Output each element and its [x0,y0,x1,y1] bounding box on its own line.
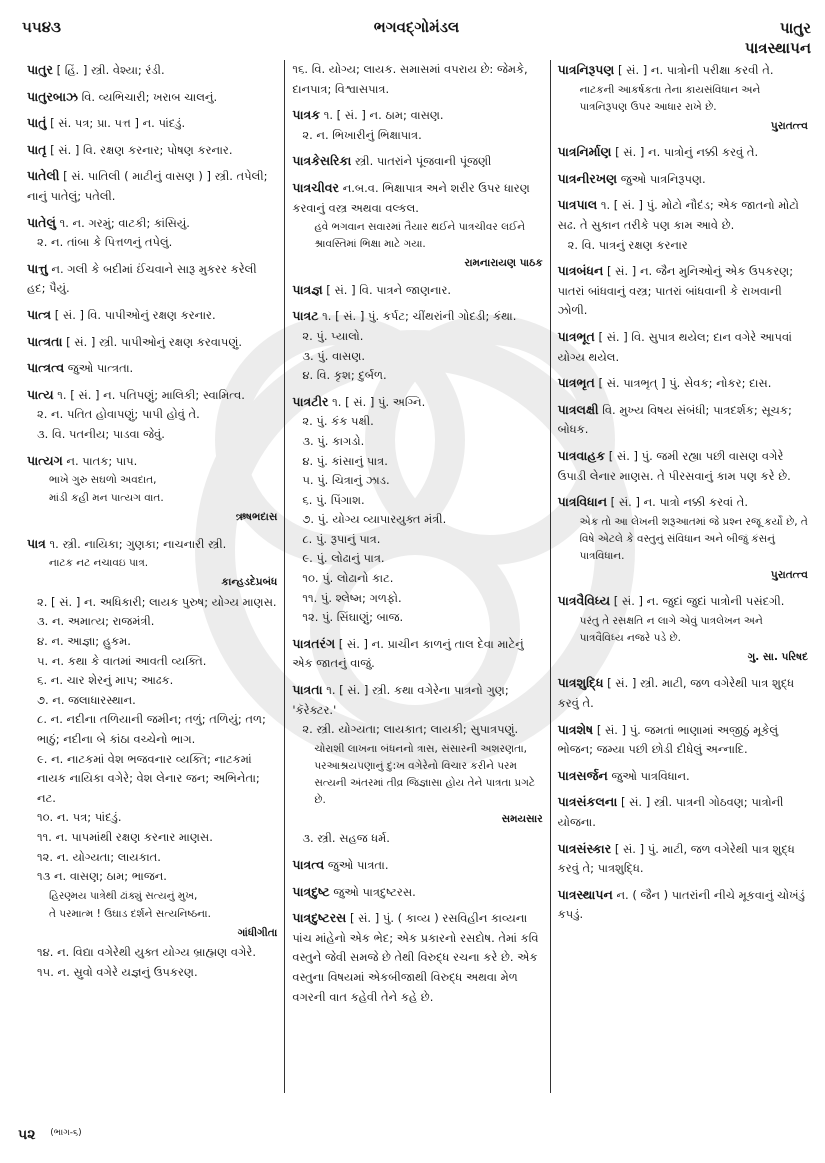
dictionary-entry [27,385,277,445]
sense-item: ૧૩ ન. વાસણ; ઠામ; ભાજન. [37,869,167,884]
definition: [ સં. ] ન. પ્રાચીન કાળનું તાલ દેવા માટેનું એક જાતનું વાજું. [292,636,524,671]
dictionary-entry [558,492,808,585]
headword: પાત્રટ [292,308,319,324]
dictionary-entry [558,327,808,367]
dictionary-entry [558,839,808,879]
definition: [ સં. ] સ્ત્રી. માટી, જળ વગેરેથી પાત્ર શુદ્ધ કરવું તે. [557,676,795,711]
dictionary-entry [558,400,808,440]
dictionary-entry [558,673,808,713]
sense-item: ૬. પું. પિંગાશ. [302,492,365,507]
headword: પાતેલી [27,168,60,184]
dictionary-entry [558,792,808,832]
citation-quote: નાટકની આકર્ષકતા તેના કાયસંવિધાન અને પાત્રનિરૂપણ ઉપર આધાર રાખે છે. [579,83,761,113]
headword: પાતુર [27,62,53,77]
definition: [ સં. ] પું. જમતાં ભાણામાં અજીઠું મૂકેલું ભોજન; જમ્યા પછી છોડી દીધેલું અન્નાદિ. [557,722,779,757]
definition: [ સં. ] પું. ( કાવ્ય ) રસવિહીન કાવ્યના પાંચ માંહેનો એક ભેદ; એક પ્રકારનો રસદોષ. તેમાં કવિ વસ્તુને જેવી સમજે છે તેથી વિરુદ્ધ રચના કરે છે. એક વસ્તુના વિષયમાં એકબીજાથી વિરુદ્ધ અથવા મેળ વગરની વાત કહેવી તેને કહે છે. [292,911,539,1004]
definition: ૧. [ સં. ] પું. કર્પટ; ચીંથરાંની ગોદડી; કંથા. [322,309,517,324]
sense-item: ૩. સ્ત્રી. સહજ ધર્મ. [302,831,390,846]
sense-item: ૨. ન. પતિત હોવાપણું; પાપી હોવું તે. [37,407,200,422]
sense-item: ૧૫. ન. સ્રુવો વગેરે યજ્ઞનું ઉપકરણ. [37,964,198,979]
sense-item: ૨. ન. તાંબા કે પિત્તળનું તપેલું. [37,235,173,250]
headword: પાત્ત્રત્વ [27,360,65,376]
dictionary-entry [27,358,277,379]
dictionary-entry [27,140,277,161]
headword: પાત્રદુષ્ટરસ [292,910,347,926]
dictionary-entry [292,151,542,172]
dictionary-title: ભગવદ્ગોમંડલ [373,18,460,36]
headword: પાત્રવૈવિધ્ય [557,593,611,609]
headword: પાત્રલક્ષી [557,401,599,417]
definition: [ હિં. ] સ્ત્રી. વેશ્યા; રંડી. [56,63,165,77]
definition: ૧. સ્ત્રી. નાયિકા; ગુણકા; નાચનારી સ્ત્રી. [49,536,227,551]
dictionary-entry [558,446,808,486]
dictionary-entry [558,373,808,394]
definition: જુઓ પાત્રદુષ્ટરસ. [333,884,416,899]
guide-word-last: પાત્રસ્થાપન [744,39,811,57]
sense-item: ૯. ન. નાટકમાં વેશ ભજવનાર વ્યક્તિ; નાટકમાં નાયક નાયિકા વગેરે; વેશ લેનાર જન; અભિનેતા; નટ. [37,751,260,805]
sense-item: ૨. પું. કંક પક્ષી. [302,414,374,429]
dictionary-entry [558,591,808,667]
dictionary-columns [20,60,815,1093]
sense-item: ૨. [ સં. ] ન. અધિકારી; લાયક પુરુષ; યોગ્ય માણસ. [37,594,277,609]
definition: [ સં. પત્ર; પ્રા. પત્ત ] ન. પાંદડું. [50,116,186,131]
definition: ન.બ.વ. ભિક્ષાપાત્ર અને શરીર ઉપર ધારણ કરવાનું વસ્ત્ર અથવા વલ્કલ. [292,180,530,215]
page-header [22,18,811,62]
sense-item: ૬. ન. ચાર શેરનું માપ; આઢક. [37,673,174,688]
definition: [ સં. ] સ્ત્રી. પાપીઓનું રક્ષણ કરવાપણું. [66,334,243,349]
headword: પાત્ત્રતા [27,333,63,349]
sense-item: ૯. પું. લોઢાનું પાત્ર. [302,551,385,566]
dictionary-entry [27,113,277,134]
headword: પાત્રજ્ઞ [292,281,323,297]
definition: [ સં. ] ન. પાત્રો નક્કી કરવાં તે. [610,495,748,510]
citation-source: પુરાતત્ત્વ [770,119,808,132]
citation-source: ગુ. સા. પરિષદ [747,650,808,663]
dictionary-entry [292,634,542,674]
citation-quote: ચોરાશી લાખના બંધનનો ત્રાસ, સંસારની અશરણતા, પરઆશ્રયપણાનું દુ:ખ વગેરેનો વિચાર કરીને પરમ સત્યની અંતરમાં તીવ્ર જિજ્ઞાસા હોય તેને પાત્રતા પ્રગટે છે. [314,742,535,806]
dictionary-entry [27,332,277,353]
citation-quote: તે પરમાત્મ ! ઉઘાડ દર્શને સત્યનિષ્ઠના. [49,907,211,920]
dictionary-entry [27,166,277,206]
sense-item: ૩. ન. અમાત્ય; રાજમંત્રી. [37,614,155,629]
headword: પાત્રસંસ્કાર [557,840,612,856]
definition: ૧. ન. ગરમું; વાટકી; કાંસિયું. [59,215,190,230]
definition: સ્ત્રી. પાતરાંને પૂંજવાની પૂંજણી [354,154,492,169]
headword: પાત્રવિધાન [557,494,608,510]
sense-item: ૧૧. પું. શ્લેષ્મ; ગળફો. [302,590,402,605]
headword: પાત્રનિરૂપણ [557,62,615,77]
definition: જુઓ પાત્રવિધાન. [611,768,690,783]
dictionary-entry [292,392,542,628]
definition: [ સં. ] વિ. પાપીઓનું રક્ષણ કરનાર. [54,307,216,322]
headword: પાત્રશેષ [557,721,594,737]
sense-item: ૮. ન. નદીના તળિયાની જમીન; તળું; તળિયું; તળ; ભાઠું; નદીના બે કાંઠા વચ્ચેનો ભાગ. [37,712,266,747]
sense-item: ૨. વિ. પાત્રનું રક્ષણ કરનાર [567,237,688,252]
sense-item: ૩. પું. વાસણ. [302,348,366,363]
dictionary-entry [558,195,808,255]
column-2 [284,60,549,1093]
dictionary-entry [292,105,542,145]
definition: [ સં. ] ન. પાત્રોનું નક્કી કરવું તે. [615,145,759,160]
headword: પાત્રસંકલના [557,794,618,810]
headword: પાતેલું [27,214,56,230]
definition: [ સં. પાતિલી ( માટીનું વાસણ ) ] સ્ત્રી. તપેલી; નાનું પાતેલું; પતેલી. [27,169,268,203]
citation-source: કાન્હડદેપ્રબંધ [221,576,278,589]
dictionary-entry [27,259,277,299]
citation-source: ઋષભદાસ [235,511,278,524]
citation-quote: હિરણ્મય પાત્રેથી ઢાંક્યું સત્યનું મુખ, [49,889,198,902]
footer-page-number: ૫૨ [18,1127,36,1143]
citation-quote: એક તો આ લેખની શરૂઆતમાં જે પ્રશ્ન રજૂ કર્યો છે, તે વિષે એટલે કે વસ્તુનું સંવિધાન અને બીજું કંસનું પાત્રવિધાન. [579,515,808,562]
definition: ૧. [ સં. ] ન. પતિપણું; માલિકી; સ્વામિત્વ. [57,387,245,402]
citation-quote: હવે ભગવાન સવારમાં તૈયાર થઈને પાત્રચીવર લઈને શ્રાવસ્તિમાં ભિક્ષા માટે ગયા. [314,221,526,251]
definition: [ સં. ] વિ. રક્ષણ કરનાર; પોષણ કરનાર. [50,142,233,157]
sense-item: ૧૦. પું. લોઢાનો કાટ. [302,571,394,586]
definition: [ સં. પાત્રભૃત્ ] પું. સેવક; નોકર; દાસ. [598,376,772,391]
dictionary-entry [292,306,542,385]
dictionary-entry [27,87,277,108]
definition: વિ. મુખ્ય વિષય સંબંધી; પાત્રદર્શક; સૂચક; બોધક. [557,402,792,437]
headword: પાતૃ [27,141,47,157]
dictionary-entry [292,855,542,876]
page-footer [18,1127,82,1143]
sense-item: ૨. ન. ભિખારીનું ભિક્ષાપાત્ર. [302,127,422,142]
citation-source: પુરાતત્ત્વ [770,568,808,581]
headword: પાત્રપાલ [557,197,598,213]
column-1 [20,60,284,1093]
citation-quote: માંડી કહી મન પાત્યગ વાત. [49,492,164,505]
headword: પાતુરબાઝ [27,88,78,104]
sense-item: ૧૪. ન. વિદ્યા વગેરેથી યુક્ત યોગ્ય બ્રાહ્મણ વગેરે. [37,945,257,960]
dictionary-entry [558,766,808,787]
citation-quote: ભાખે ગુરુ સઘળો અવદાત, [49,474,157,487]
definition: ન. ( જૈન ) પાતરાંની નીચે મૂકવાનું ચોખંડું કપડું. [557,887,805,922]
sense-item: ૧૧. ન. પાપમાંથી રક્ષણ કરનાર માણસ. [37,830,213,844]
headword: પાત્રતા [292,682,323,698]
citation-source: ગાંધીગીતા [237,926,278,939]
headword: પાત્રટીર [292,393,329,409]
headword: પાત્યગ [27,452,63,468]
headword: પાત્રશુદ્ધિ [557,675,604,691]
headword: પાત્રનીરખણ [557,170,618,186]
dictionary-entry [558,60,808,136]
headword: પાત્રબંધન [557,263,604,279]
dictionary-entry [558,169,808,190]
headword: પાત્રવાહક [557,447,606,463]
dictionary-entry [558,142,808,163]
headword: પાત્રતરંગ [292,635,336,651]
headword: પાત્તુ [27,260,48,276]
headword: પાત્રસર્જન [557,767,608,783]
dictionary-entry [292,280,542,301]
sense-item: ૧૨. પું. સિંઘાણું; બાજ. [302,610,404,625]
guide-word-first: પાતુર [779,19,811,37]
guide-words [745,18,811,58]
definition: જુઓ પાત્ત્રતા. [67,361,134,376]
definition: [ સં. ] વિ. પાત્રને જાણનાર. [326,282,452,297]
citation-source: સમયસાર [501,812,543,825]
definition: જુઓ પાત્રનિરૂપણ. [620,171,706,186]
definition: ન. પાતક; પાપ. [66,453,138,468]
definition: ૧. [ સં. ] પું. મોટો નૌદંડ; એક જાતનો મોટો સઢ. તે સુકાન તરીકે પણ કામ આવે છે. [557,198,799,232]
definition: [ સં. ] પું. માટી, જળ વગેરેથી પાત્ર શુદ્ધ કરવું તે; પાત્રશુદ્ધિ. [557,841,795,876]
sense-item: ૭. ન. જલાધારસ્થાન. [37,692,136,707]
definition: [ સં. ] વિ. સુપાત્ર થયેલ; દાન વગેરે આપવાં યોગ્ય થયેલ. [557,329,792,364]
footer-volume: (ભાગ-૬) [50,1128,82,1138]
dictionary-entry [558,885,808,925]
page-number: ૫૫૪૩ [22,18,62,36]
headword: પાત્રસ્થાપન [557,886,613,902]
definition: ૧૬. વિ. યોગ્ય; લાયક. સમાસમાં વપરાય છે: જેમકે, દાનપાત્ર; વિશ્વાસપાત્ર. [292,62,528,96]
definition: ન. ગલી કે બદીમાં ઈંચવાને સારૂ મુકરર કરેલી હદ; પૈયું. [27,261,257,296]
definition: ૧. [ સં. ] પું. અગ્નિ. [332,394,426,409]
headword: પાત્રદુષ્ટ [292,883,330,899]
dictionary-entry [558,261,808,321]
sense-item: ૫. પું. ચિત્રાનું ઝાડ. [302,473,390,488]
headword: પાતું [27,115,47,131]
definition: [ સં. ] પું. જમી રહ્યા પછી વાસણ વગેરે ઉપાડી લેનાર માણસ. તે પીરસવાનું કામ પણ કરે છે. [557,448,791,483]
headword: પાત્રત્વ [292,857,325,872]
definition: જુઓ પાત્રતા. [327,858,389,872]
sense-item: ૪. પું. કાંસાનું પાત્ર. [302,453,388,468]
dictionary-entry [292,882,542,903]
sense-item: ૮. પું. રૂપાનું પાત્ર. [302,531,381,546]
definition: ૧. [ સં. ] સ્ત્રી. કથા વગેરેના પાત્રનો ગુણ; 'કૅરેક્ટર.' [292,683,509,717]
dictionary-entry [27,534,277,983]
definition: [ સં. ] સ્ત્રી. પાત્રની ગોઠવણ; પાત્રોની યોજના. [557,795,784,830]
definition: [ સં. ] ન. જૈન મુનિઓનું એક ઉપકરણ; પાતરાં બાંધવાનું વસ્ત્ર; પાતરાં બાંધવાની કે રાખવાની ઝોળી. [557,264,794,318]
headword: પાત્રનિર્માણ [557,144,612,160]
sense-item: ૭. પું. યોગ્ય વ્યાપારયુક્ત મંત્રી. [302,512,447,527]
dictionary-entry [27,60,277,81]
dictionary-entry [292,680,542,849]
citation-quote: પરંતુ તે રસક્ષતિ ન લાગે એવું પાત્રલેખન અને પાત્રવૈવિધ્ય નજરે પડે છે. [579,614,763,644]
sense-item: ૪. ન. આજ્ઞા; હુકમ. [37,634,131,649]
dictionary-entry [292,178,542,274]
sense-item: ૨. સ્ત્રી. યોગ્યતા; લાયકાત; લાયકી; સુપાત્રપણું. [302,722,519,737]
headword: પાત્રભૂત [557,328,595,344]
dictionary-entry [292,60,542,99]
headword: પાત્રભૃત [557,375,595,391]
sense-item: ૪. વિ. કૃશ; દુર્બળ. [302,368,387,383]
headword: પાત્રકેસરિકા [292,153,352,169]
sense-item: ૩. પું. કાગડો. [302,433,365,448]
sense-item: ૧૨. ન. યોગ્યતા; લાયકાત. [37,849,161,864]
definition: [ સં. ] ન. પાત્રોની પરીક્ષા કરવી તે. [617,63,774,77]
sense-item: ૧૦. ન. પત્ર; પાંદડું. [37,810,122,825]
citation-quote: નાટક નટ નચાવઇ પાત્ર. [49,557,149,570]
sense-item: ૨. પું. પ્યાલો. [302,328,364,343]
definition: [ સં. ] ન. જુદાં જુદાં પાત્રોની પસંદગી. [613,594,785,609]
column-3 [550,60,815,1093]
sense-item: ૩. વિ. પતનીય; પાડવા જેવું. [37,426,165,441]
definition: વિ. વ્યભિચારી; ખરાબ ચાલનું. [81,89,218,104]
headword: પાત્ત્ર [27,306,52,322]
citation-source: રામનારાયણ પાઠક [464,257,543,270]
headword: પાત્ય [27,386,54,402]
headword: પાત્રચીવર [292,179,340,195]
definition: ૧. [ સં. ] ન. ઠામ; વાસણ. [323,108,444,123]
dictionary-entry [27,213,277,253]
dictionary-entry [27,305,277,326]
dictionary-entry [558,720,808,760]
headword: પાત્ર [27,535,46,551]
dictionary-entry [292,908,542,1007]
dictionary-entry [27,451,277,528]
sense-item: ૫. ન. કથા કે વાતમાં આવતી વ્યક્તિ. [37,653,207,668]
headword: પાત્રક [292,107,321,123]
